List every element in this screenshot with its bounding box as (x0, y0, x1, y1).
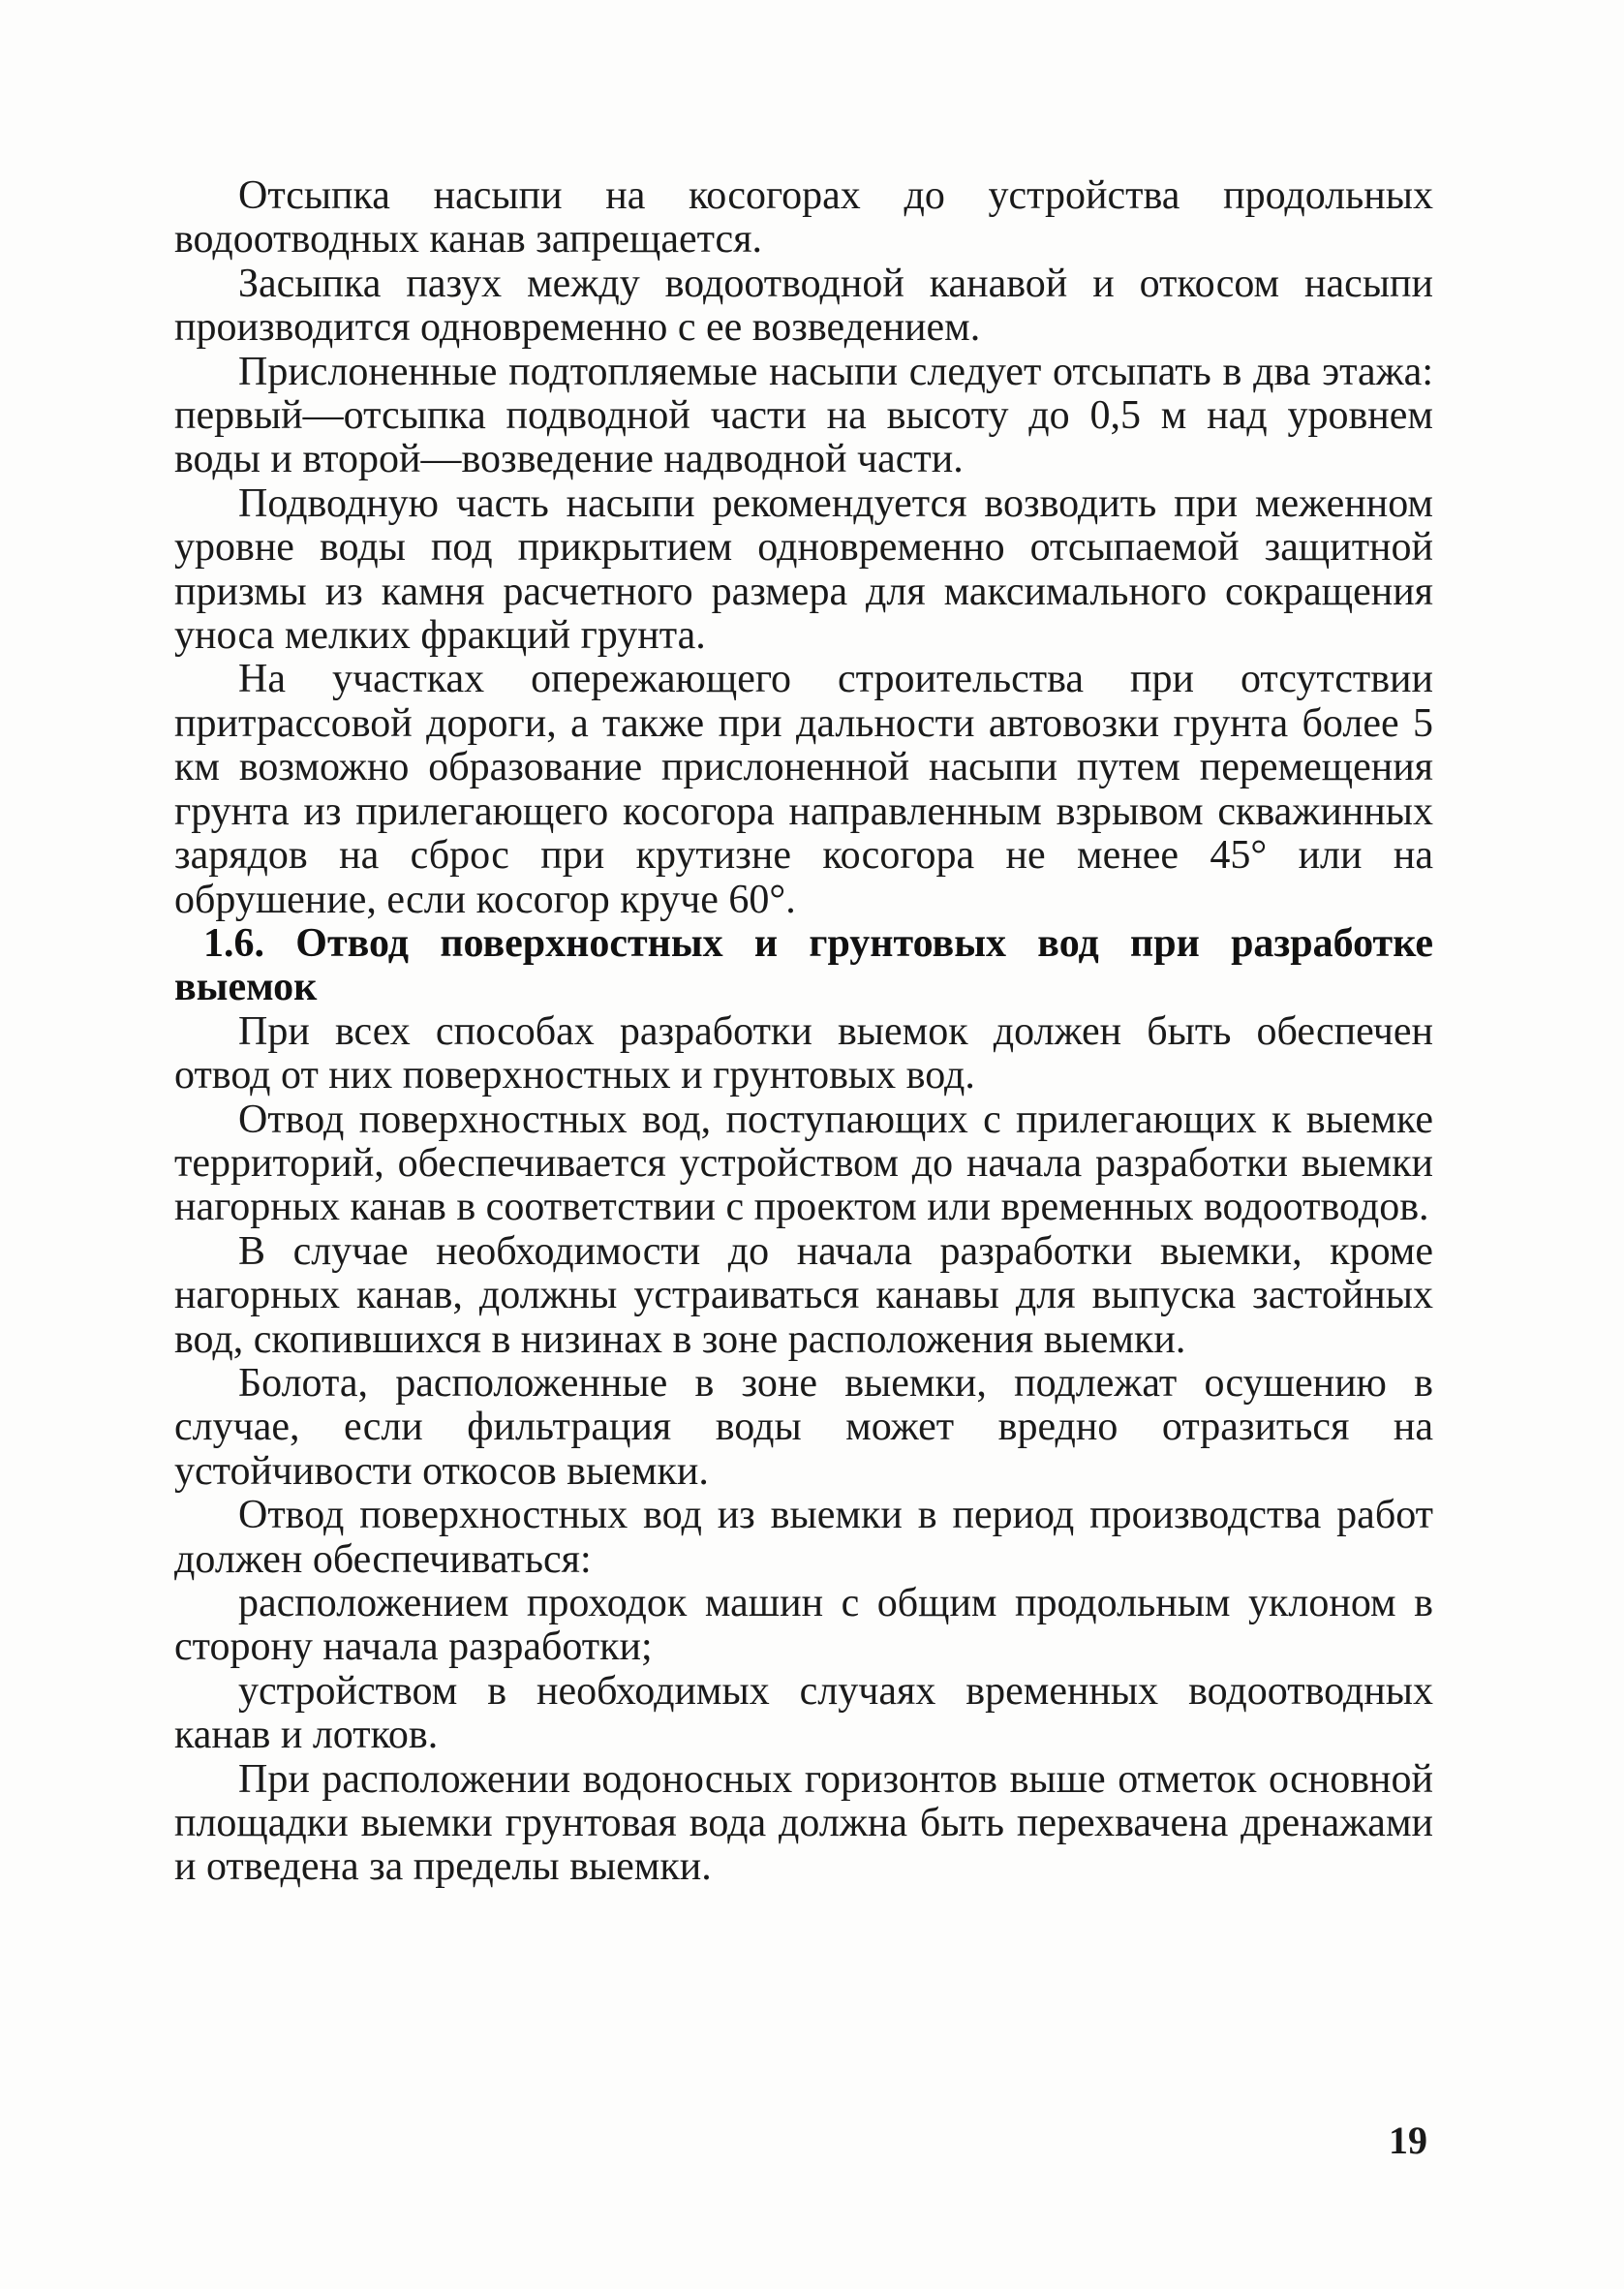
paragraph: На участках опережающего строительства при отсутствии притрассовой дороги, а также при дальности автовозки грунта более 5 км возможно образование прислоненной насыпи путем перемещения грунта из прилегающего косогора направленным взрывом скважинных зарядов на сброс при крутизне косогора не менее 45° или на обрушение, если косогор круче 60°. (174, 657, 1433, 922)
paragraph: При всех способах разработки выемок должен быть обеспечен отвод от них поверхностных и грунтовых вод. (174, 1008, 1433, 1098)
page-number: 19 (1389, 2119, 1427, 2162)
paragraph: При расположении водоносных горизонтов выше отметок основной площадки выемки грунтовая вода должна быть перехвачена дренажами и отведена за пределы выемки. (174, 1756, 1433, 1890)
paragraph: В случае необходимости до начала разработки выемки, кроме нагорных канав, должны устраиваться канавы для выпуска застойных вод, скопившихся в низинах в зоне расположения выемки. (174, 1228, 1433, 1362)
body-text (174, 174, 1433, 1890)
paragraph: Отвод поверхностных вод, поступающих с прилегающих к выемке территорий, обеспечивается устройством до начала разработки выемки нагорных канав в соответствии с проектом или временных водоотводов. (174, 1097, 1433, 1230)
paragraph: Засыпка пазух между водоотводной канавой и откосом насыпи производится одновременно с ее возведением. (174, 261, 1433, 351)
paragraph: Отвод поверхностных вод из выемки в период производства работ должен обеспечиваться: (174, 1493, 1433, 1582)
paragraph: Подводную часть насыпи рекомендуется возводить при меженном уровне воды под прикрытием одновременно отсыпаемой защитной призмы из камня расчетного размера для максимального сокращения уноса мелких фракций грунта. (174, 480, 1433, 659)
paragraph: Прислоненные подтопляемые насыпи следует отсыпать в два этажа: первый—отсыпка подводной части на высоту до 0,5 м над уровнем воды и второй—возведение надводной части. (174, 349, 1433, 482)
section-heading: 1.6. Отвод поверхностных и грунтовых вод при разработке выемок (174, 920, 1433, 1010)
list-item: устройством в необходимых случаях временных водоотводных канав и лотков. (174, 1668, 1433, 1758)
list-item: расположением проходок машин с общим продольным уклоном в сторону начала разработки; (174, 1581, 1433, 1670)
paragraph: Отсыпка насыпи на косогорах до устройства продольных водоотводных канав запрещается. (174, 173, 1433, 263)
paragraph: Болота, расположенные в зоне выемки, подлежат осушению в случае, если фильтрация воды может вредно отразиться на устойчивости откосов выемки. (174, 1360, 1433, 1494)
